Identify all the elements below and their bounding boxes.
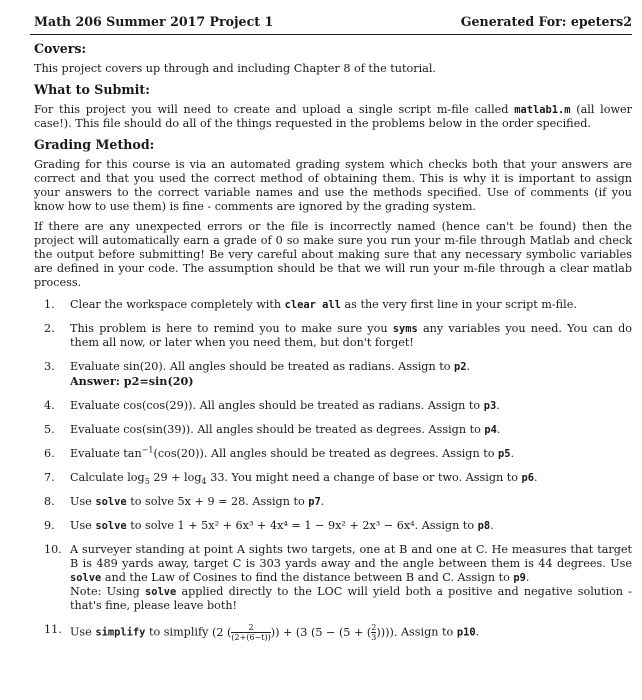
problem-4: 4. Evaluate cos(cos(29)). All angles should be treated as radians. Assign to p3. <box>44 399 500 412</box>
project-title: Math 206 Summer 2017 Project 1 <box>34 14 274 29</box>
grading-heading: Grading Method: <box>34 137 155 152</box>
problem-3-answer: Answer: p2=sin(20) <box>70 374 194 388</box>
covers-text: This project covers up through and including Chapter 8 of the tutorial. <box>34 62 436 75</box>
problem-9: 9. Use solve to solve 1 + 5x² + 6x³ + 4x⁴ = 1 − 9x² + 2x³ − 6x⁴. Assign to p8. <box>44 519 494 532</box>
problem-6: 6. Evaluate $\tan^{-1}(\cos(20))$. All angles should be treated as degrees. Assign to p5. <box>44 445 515 460</box>
fraction-1: $\frac{2}{(2+(6-t))}$ <box>231 623 271 642</box>
grading-paragraph-1: Grading for this course is via an automated grading system which checks both that your answers are correct and that you used the correct method of obtaining them. This is why it is important to assign your answers to the correct variable names and use the methods specified. Use of comments (if you know how to use them) is fine - comments are ignored by the grading system. <box>34 158 632 213</box>
submit-text: For this project you will need to create and upload a single script m-file called matlab1.m (all lower case!). This file should do all of the things requested in the problems below in the order specified. <box>34 103 632 130</box>
problem-2: 2. This problem is here to remind you to make sure you syms any variables you need. You can do them all now, or later when you need them, but don't forget! <box>44 322 632 349</box>
fraction-2: $\frac{2}{3}$ <box>371 623 377 642</box>
problem-3: 3. Evaluate sin(20). All angles should be treated as radians. Assign to p2. Answer: p2=sin(20) <box>44 360 471 388</box>
covers-heading: Covers: <box>34 41 87 56</box>
page-header <box>30 6 632 35</box>
problem-7: 7. Calculate $\log_5 29 + \log_4 33$. You might need a change of base or two. Assign to p6. <box>44 471 538 487</box>
problem-10: 10. A surveyer standing at point A sights two targets, one at B and one at C. He measures that target B is 489 yards away, target C is 303 yards away and the angle between them is 44 degrees. Use solve and the Law of Cosines to find the distance between B and C. Assign to p9. Note: Using solve applied directly to the LOC will yield both a positive and negative solution - that's fine, please leave both! <box>44 543 632 612</box>
problem-8: 8. Use solve to solve 5x + 9 = 28. Assign to p7. <box>44 495 325 508</box>
submit-heading: What to Submit: <box>34 82 150 97</box>
generated-for: Generated For: epeters2 <box>460 14 632 29</box>
problem-10-note: Note: Using solve applied directly to the LOC will yield both a positive and negative solution - that's fine, please leave both! <box>70 585 632 612</box>
problem-5: 5. Evaluate cos(sin(39)). All angles should be treated as degrees. Assign to p4. <box>44 423 501 436</box>
problem-11: 11. Use simplify to simplify (2 ( $\frac{2}{(2+(6-t))}$ )) + (3 (5 − (5 + ( $\frac{2}{3}$ )))). Assign to p10. <box>44 623 480 642</box>
problem-1: 1. Clear the workspace completely with clear all as the very first line in your script m-file. <box>44 298 577 311</box>
expression: (2 ( $\frac{2}{(2+(6-t))}$ )) + (3 (5 − (5 + ( $\frac{2}{3}$ )))). <box>212 623 398 642</box>
filename: matlab1.m <box>514 104 571 116</box>
problem-list <box>30 298 632 642</box>
grading-paragraph-2: If there are any unexpected errors or the file is incorrectly named (hence can't be found) then the project will automatically earn a grade of 0 so make sure you run your m-file through Matlab and check the output before submitting! Be very careful about making sure that any necessary symbolic variables are defined in your code. The assumption should be that we will run your m-file through a clear matlab process. <box>34 220 632 289</box>
equation: 1 + 5x² + 6x³ + 4x⁴ = 1 − 9x² + 2x³ − 6x⁴ <box>177 519 415 532</box>
